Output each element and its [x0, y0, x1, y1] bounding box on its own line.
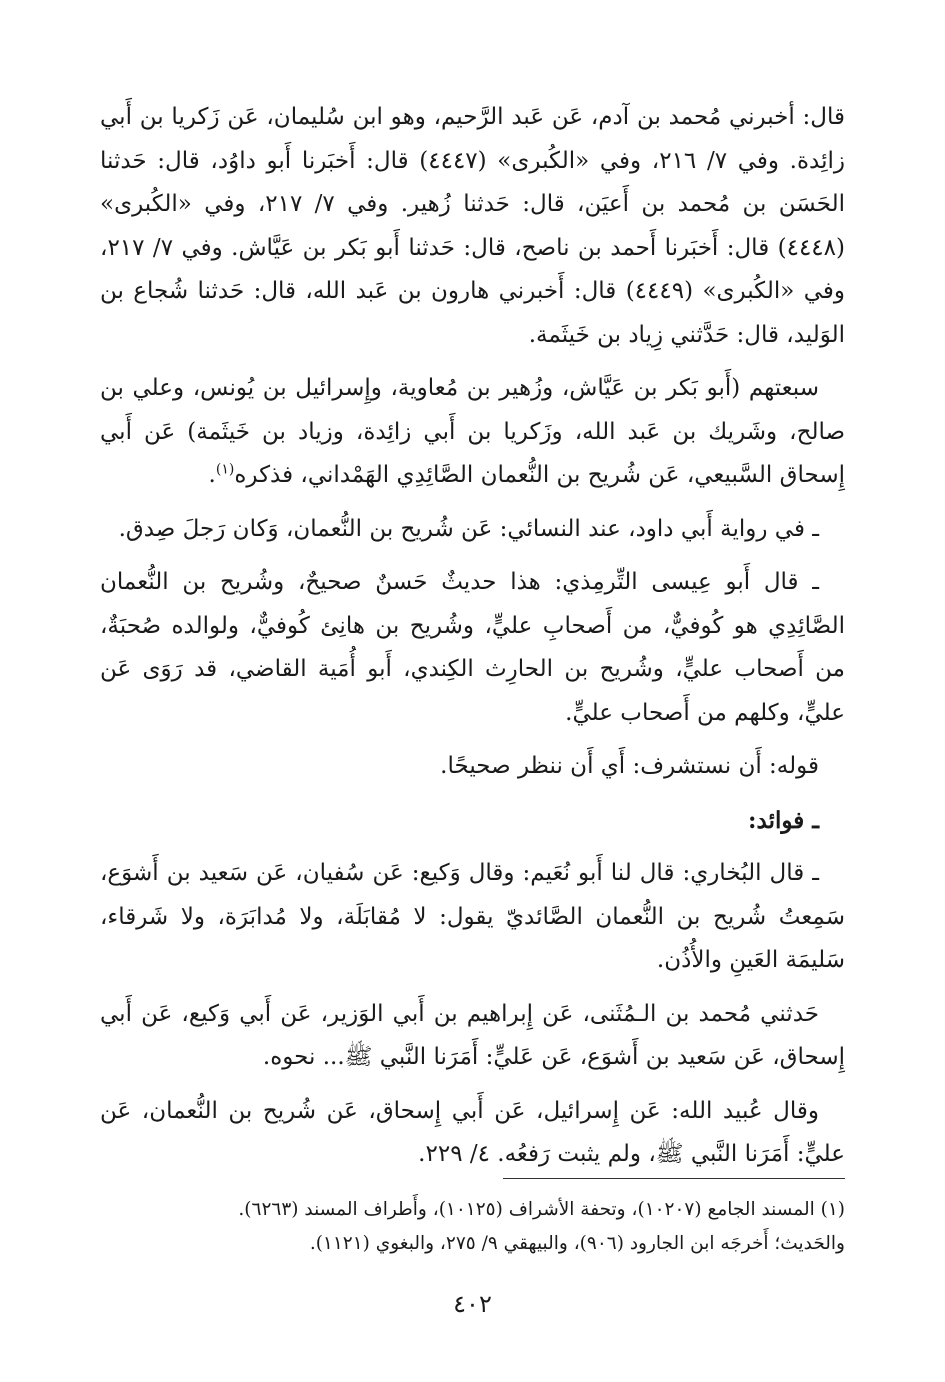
paragraph-3: ـ في رواية أَبي داود، عند النسائي: عَن شُريح بن النُّعمان، وَكان رَجلَ صِدق.	[118, 515, 819, 542]
paragraph-2	[100, 367, 845, 498]
footnote-1-continuation: والحَديث؛ أَخرجَه ابن الجارود (٩٠٦)، والبيهقي ٩/ ٢٧٥، والبغوي (١١٢١).	[309, 1233, 845, 1254]
paragraph-5: قوله: أَن نستشرف: أَي أَن ننظر صحيحًا.	[440, 753, 819, 779]
footnote-reference[interactable]: (١)	[215, 461, 235, 478]
section-heading-benefits: ـ فوائد:	[748, 806, 819, 834]
footnotes	[100, 1193, 845, 1261]
page-number: ٤٠٢	[453, 1290, 492, 1318]
main-text	[100, 96, 845, 1177]
paragraph-1: قال: أخبرني مُحمد بن آدم، عَن عَبد الرَّحيم، وهو ابن سُليمان، عَن زَكريا بن أَبي زائِدة. وفي ٧/ ٢١٦، وفي «الكُبرى» (٤٤٤٧) قال: أَخبَرنا أَبو داوُد، قال: حَدثنا الحَسَن بن مُحمد بن أَعيَن، قال: حَدثنا زُهير. وفي ٧/ ٢١٧، وفي «الكُبرى» (٤٤٤٨) قال: أَخبَرنا أَحمد بن ناصح، قال: حَدثنا أَبو بَكر بن عَيَّاش. وفي ٧/ ٢١٧، وفي «الكُبرى» (٤٤٤٩) قال: أَخبرني هارون بن عَبد الله، قال: حَدثنا شُجاع بن الوَليد، قال: حَدَّثني زِياد بن خَيثَمة.	[100, 104, 846, 348]
paragraph-9: وقال عُبيد الله: عَن إِسرائيل، عَن أَبي إِسحاق، عَن شُريح بن النُّعمان، عَن عليٍّ: أَمَرَنا النَّبي ﷺ، ولم يثبت رَفعُه. ٤/ ٢٢٩.	[100, 1097, 845, 1167]
footnote-1: (١) المسند الجامع (١٠٢٠٧)، وتحفة الأشراف (١٠١٢٥)، وأَطراف المسند (٦٢٦٣).	[238, 1199, 845, 1220]
footnote-divider	[503, 1178, 845, 1179]
paragraph-8: حَدثني مُحمد بن الـمُثَنى، عَن إِبراهيم بن أَبي الوَزير، عَن أَبي وَكيع، عَن أَبي إِسحاق، عَن سَعيد بن أَشوَع، عَن عَليٍّ: أَمَرَنا النَّبي ﷺ... نحوه.	[100, 1000, 845, 1070]
paragraph-2-end: .	[208, 462, 216, 488]
paragraph-7: ـ قال البُخاري: قال لنا أَبو نُعَيم: وقال وَكيع: عَن سُفيان، عَن سَعيد بن أَشوَع، سَمِعتُ شُريح بن النُّعمان الصَّائديّ يقول: لا مُقابَلَة، ولا مُدابَرَة، ولا شَرقاء، سَليمَة العَينِ والأُذُن.	[100, 860, 845, 973]
paragraph-4: ـ قال أَبو عِيسى التِّرمِذي: هذا حديثٌ حَسنٌ صحيحٌ، وشُريح بن النُّعمان الصَّائِدِي هو كُوفيٌّ، من أَصحابِ عليٍّ، وشُريح بن هانِئ كُوفيٌّ، ولوالده صُحبَةٌ، من أَصحاب عليٍّ، وشُريح بن الحارِث الكِندي، أَبو أُمَية القاضي، قد رَوَى عَن عليٍّ، وكلهم من أَصحاب عليٍّ.	[100, 569, 845, 726]
paragraph-2-text: سبعتهم (أَبو بَكر بن عَيَّاش، وزُهير بن مُعاوية، وإِسرائيل بن يُونس، وعلي بن صالح، وشَريك بن عَبد الله، وزَكريا بن أَبي زائِدة، وزياد بن خَيثَمة) عَن أَبي إِسحاق السَّبيعي، عَن شُريح بن النُّعمان الصَّائِدِي الهَمْداني، فذكره	[100, 375, 845, 488]
